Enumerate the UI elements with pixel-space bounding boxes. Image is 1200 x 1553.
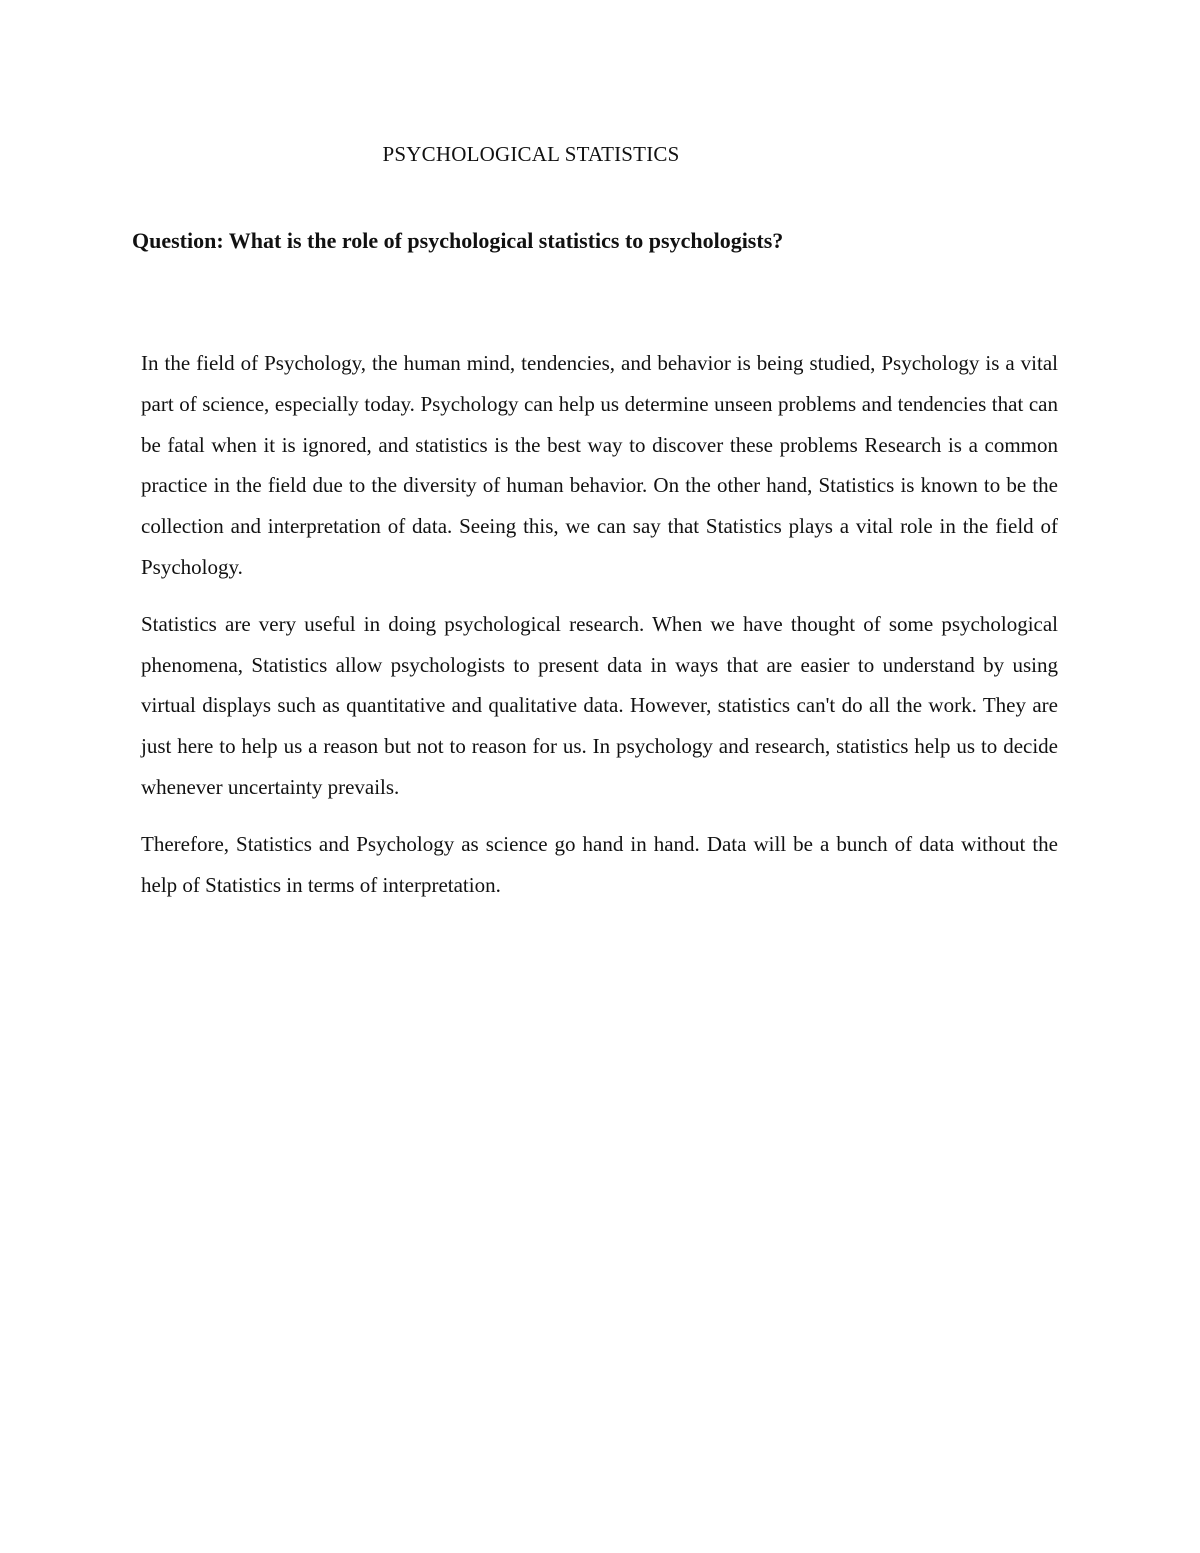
- question-heading: Question: What is the role of psychological statistics to psychologists?: [132, 228, 784, 253]
- body-paragraph-1: In the field of Psychology, the human mind, tendencies, and behavior is being studied, Psychology is a vital part of science, especially today. Psychology can help us determine unseen problems and tendencies that can be fatal when it is ignored, and statistics is the best way to discover these problems Research is a common practice in the field due to the diversity of human behavior. On the other hand, Statistics is known to be the collection and interpretation of data. Seeing this, we can say that Statistics plays a vital role in the field of Psychology.: [141, 351, 1058, 579]
- document-title: PSYCHOLOGICAL STATISTICS: [382, 142, 680, 166]
- body-paragraph-2: Statistics are very useful in doing psychological research. When we have thought of some psychological phenomena, Statistics allow psychologists to present data in ways that are easier to understand by using virtual displays such as quantitative and qualitative data. However, statistics can't do all the work. They are just here to help us a reason but not to reason for us. In psychology and research, statistics help us to decide whenever uncertainty prevails.: [141, 611, 1058, 799]
- body-paragraph-3: Therefore, Statistics and Psychology as science go hand in hand. Data will be a bunch of data without the help of Statistics in terms of interpretation.: [141, 831, 1058, 897]
- document-body: [141, 343, 1058, 921]
